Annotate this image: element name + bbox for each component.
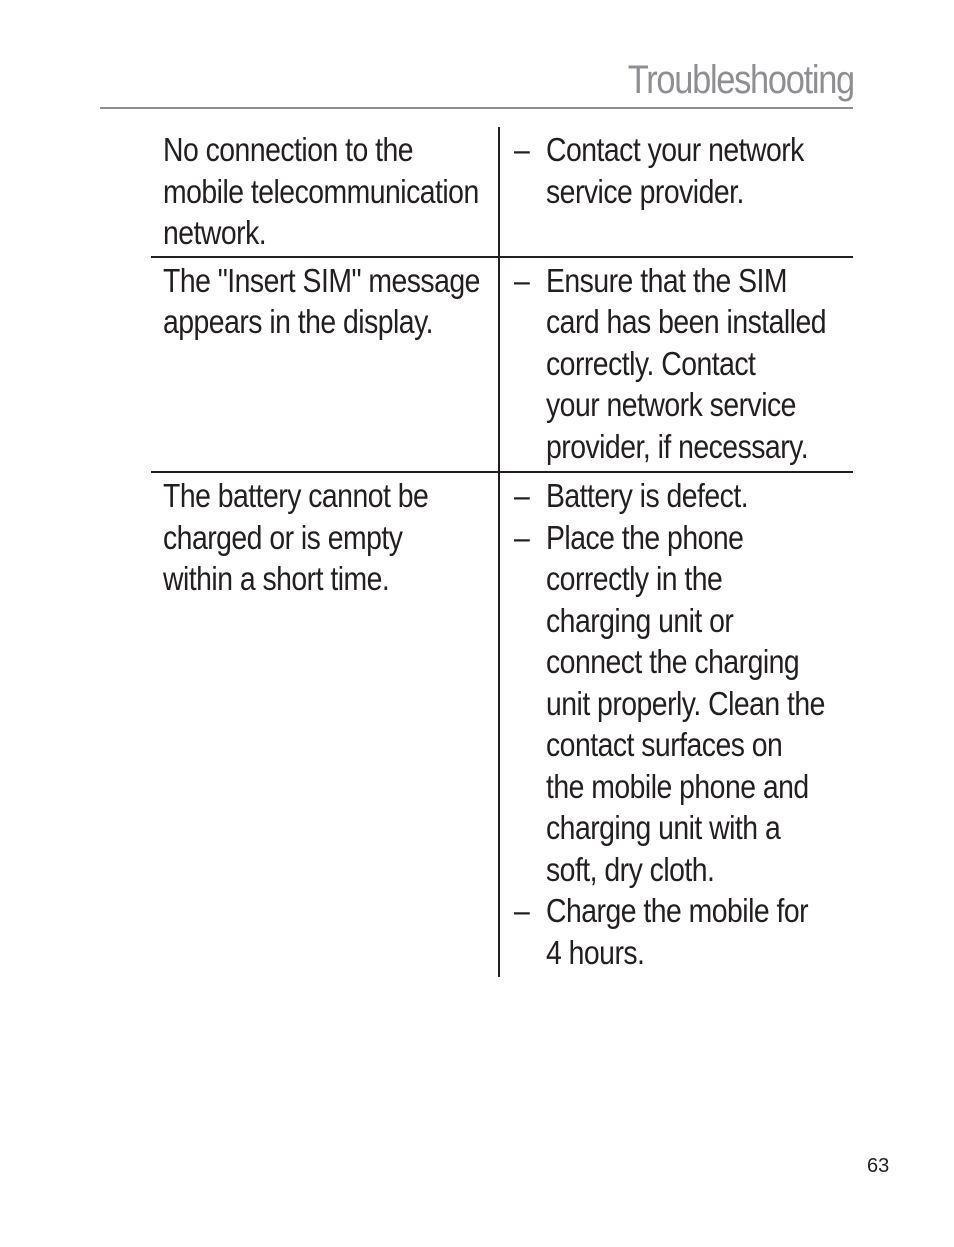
troubleshooting-table xyxy=(151,127,853,977)
table-row xyxy=(151,127,853,256)
problem-text: No connection to the mobile telecommunication network. xyxy=(163,131,479,251)
table-row xyxy=(151,256,853,472)
solution-text: Battery is defect. xyxy=(546,477,749,514)
problem-text: The "Insert SIM" message appears in the display. xyxy=(163,261,480,340)
solution-text: Place the phone correctly in the charging unit or connect the charging unit properly. Clean the contact surfaces on the mobile phone and charging unit with a soft, dry cloth. xyxy=(546,518,825,888)
solution-text: Charge the mobile for 4 hours. xyxy=(546,892,809,971)
solution-text: Contact your network service provider. xyxy=(546,131,804,210)
solution-cell xyxy=(500,258,886,472)
table-row xyxy=(151,471,853,977)
solution-text: Ensure that the SIM card has been installed correctly. Contact your network service provider, if necessary. xyxy=(546,261,827,465)
dash-bullet: – xyxy=(514,261,530,299)
page-title: Troubleshooting xyxy=(627,58,854,102)
header-divider xyxy=(100,107,853,109)
solution-item xyxy=(514,260,886,468)
dash-bullet: – xyxy=(514,131,530,168)
dash-bullet: – xyxy=(514,518,530,556)
problem-cell xyxy=(151,473,500,977)
solution-item xyxy=(514,129,886,212)
solution-cell xyxy=(500,127,886,256)
page-number: 63 xyxy=(867,1155,890,1177)
solution-item xyxy=(514,517,886,891)
dash-bullet: – xyxy=(514,892,530,929)
problem-text: The battery cannot be charged or is empty within a short time. xyxy=(163,477,429,597)
solution-cell xyxy=(500,473,886,977)
problem-cell xyxy=(151,258,500,472)
solution-item xyxy=(514,890,886,973)
solution-item xyxy=(514,475,886,517)
problem-cell xyxy=(151,127,500,256)
dash-bullet: – xyxy=(514,477,530,514)
